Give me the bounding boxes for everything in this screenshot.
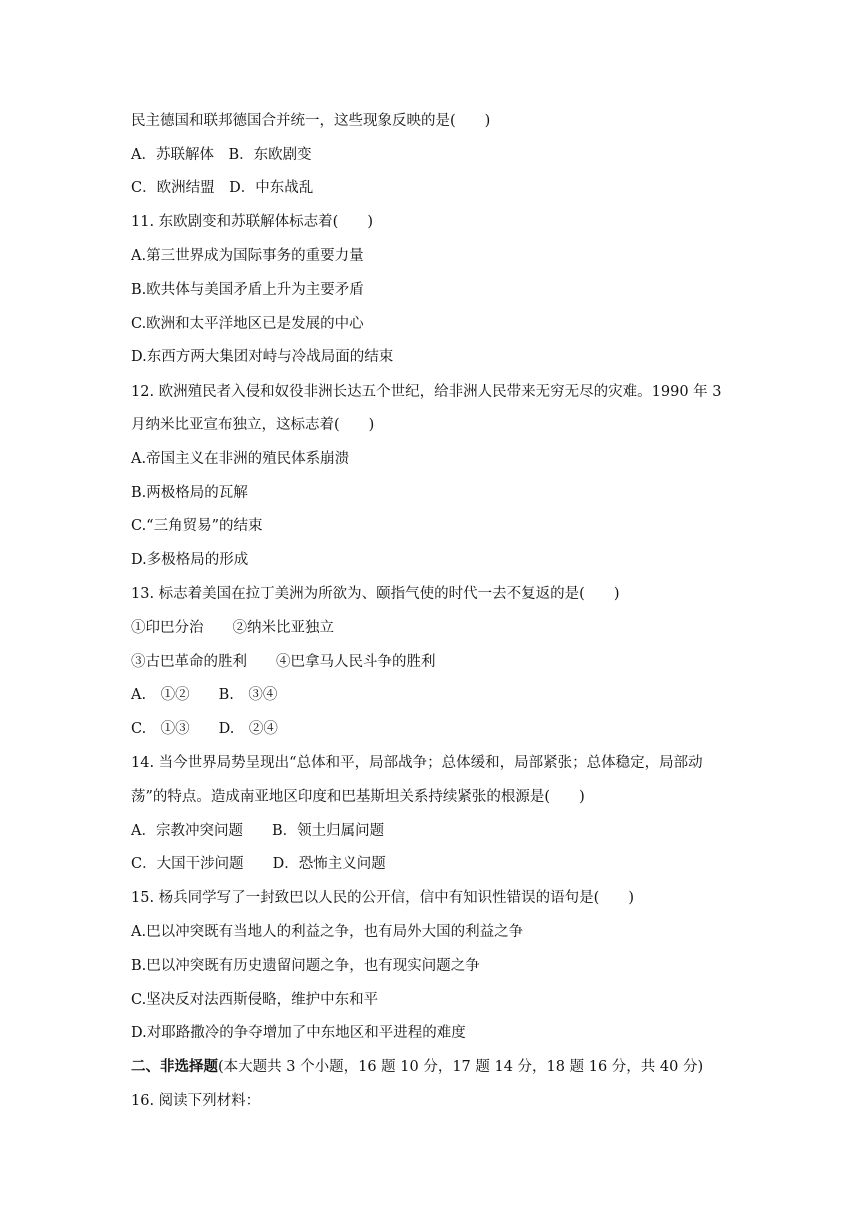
text-line: A.第三世界成为国际事务的重要力量 bbox=[131, 248, 364, 264]
text-line: D.多极格局的形成 bbox=[131, 552, 249, 568]
text-line: A．苏联解体 B．东欧剧变 bbox=[131, 147, 312, 163]
text-line: C.欧洲和太平洋地区已是发展的中心 bbox=[131, 316, 364, 332]
text-line: A．宗教冲突问题 B．领土归属问题 bbox=[131, 823, 385, 839]
text-line: ①印巴分治 ②纳米比亚独立 bbox=[131, 620, 334, 636]
text-line: 月纳米比亚宣布独立，这标志着( ) bbox=[131, 417, 375, 433]
text-line: C. ①③ D. ②④ bbox=[131, 721, 278, 737]
text-line: C．大国干涉问题 D．恐怖主义问题 bbox=[131, 856, 386, 872]
text-line: D.对耶路撒冷的争夺增加了中东地区和平进程的难度 bbox=[131, 1025, 466, 1041]
text-line: C.坚决反对法西斯侵略，维护中东和平 bbox=[131, 992, 379, 1008]
text-line: B.两极格局的瓦解 bbox=[131, 485, 248, 501]
question-16: 16. 阅读下列材料： bbox=[131, 1093, 261, 1109]
text-line: A.巴以冲突既有当地人的利益之争，也有局外大国的利益之争 bbox=[131, 924, 524, 940]
question-11: 11. 东欧剧变和苏联解体标志着( ) bbox=[131, 214, 373, 230]
text-line: B.巴以冲突既有历史遗留问题之争，也有现实问题之争 bbox=[131, 958, 480, 974]
text-line: B.欧共体与美国矛盾上升为主要矛盾 bbox=[131, 282, 364, 298]
text-line: C.“三角贸易”的结束 bbox=[131, 518, 263, 534]
question-14: 14. 当今世界局势呈现出“总体和平，局部战争；总体缓和，局部紧张；总体稳定，局部动 bbox=[131, 755, 703, 771]
section-note: (本大题共 3 个小题，16 题 10 分，17 题 14 分，18 题 16 分，共 40 分) bbox=[218, 1059, 704, 1075]
text-line: 荡”的特点。造成南亚地区印度和巴基斯坦关系持续紧张的根源是( ) bbox=[131, 789, 585, 805]
section-heading bbox=[131, 1057, 703, 1077]
question-15: 15. 杨兵同学写了一封致巴以人民的公开信，信中有知识性错误的语句是( ) bbox=[131, 890, 634, 906]
section-title: 二、非选择题 bbox=[131, 1058, 218, 1075]
text-line: ③古巴革命的胜利 ④巴拿马人民斗争的胜利 bbox=[131, 654, 436, 670]
text-line: 民主德国和联邦德国合并统一，这些现象反映的是( ) bbox=[131, 113, 491, 129]
text-line: A.帝国主义在非洲的殖民体系崩溃 bbox=[131, 451, 350, 467]
text-line: D.东西方两大集团对峙与冷战局面的结束 bbox=[131, 349, 394, 365]
text-line: C．欧洲结盟 D．中东战乱 bbox=[131, 180, 314, 196]
question-13: 13. 标志着美国在拉丁美洲为所欲为、颐指气使的时代一去不复返的是( ) bbox=[131, 586, 620, 602]
text-line: A. ①② B. ③④ bbox=[131, 687, 278, 703]
question-12: 12. 欧洲殖民者入侵和奴役非洲长达五个世纪，给非洲人民带来无穷无尽的灾难。1990 年 3 bbox=[131, 384, 722, 400]
